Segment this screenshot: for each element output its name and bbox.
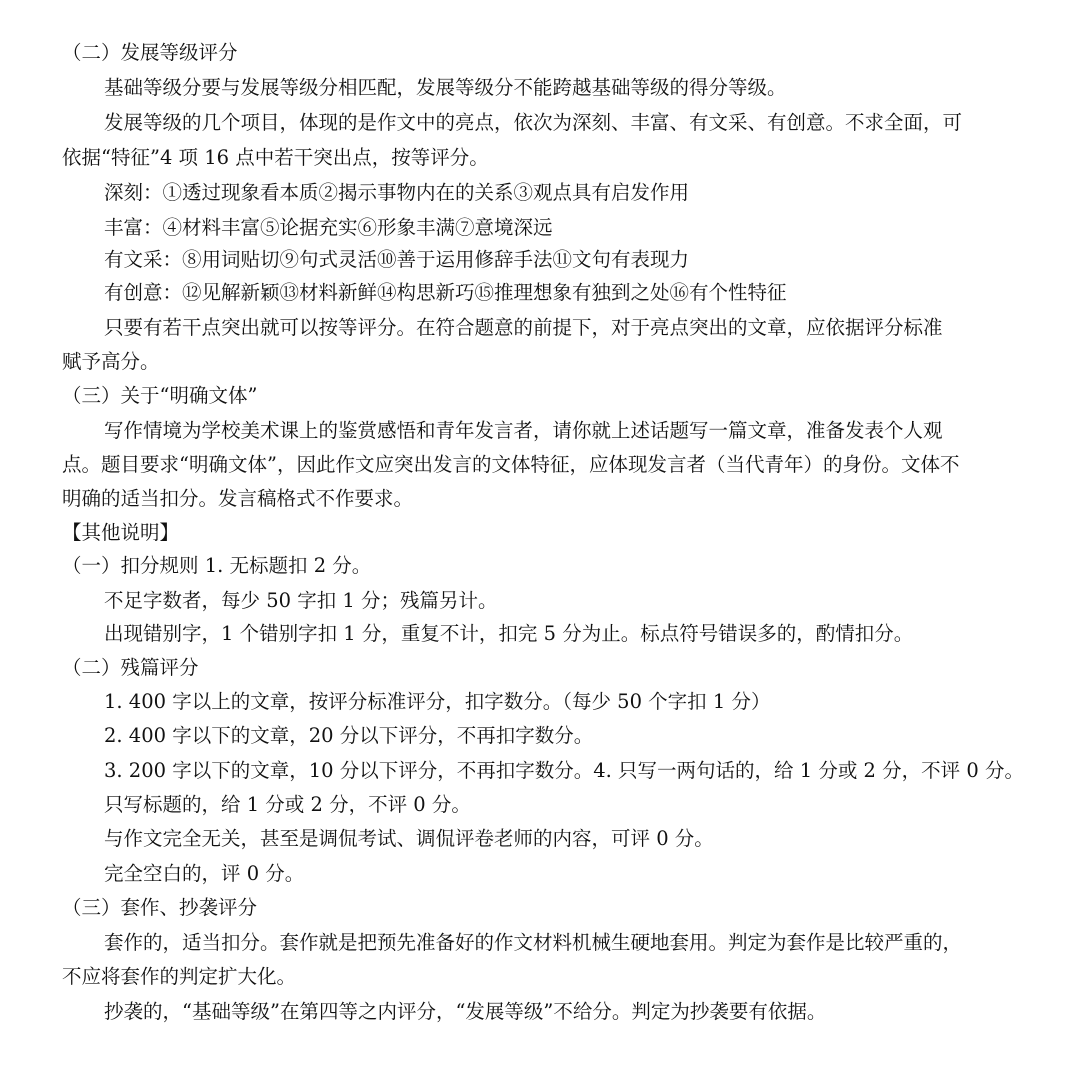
- paragraph-line: 写作情境为学校美术课上的鉴赏感悟和青年发言者，请你就上述话题写一篇文章，准备发表个人观: [104, 419, 943, 442]
- section-heading-genre: （三）关于“明确文体”: [62, 384, 258, 407]
- paragraph-line: 点。题目要求“明确文体”，因此作文应突出发言的文体特征，应体现发言者（当代青年）的身份。文体不: [62, 453, 960, 476]
- rule-line: 与作文完全无关，甚至是调侃考试、调侃评卷老师的内容，可评 0 分。: [104, 827, 714, 850]
- paragraph-line: 赋予高分。: [62, 350, 160, 373]
- paragraph-line: 抄袭的，“基础等级”在第四等之内评分，“发展等级”不给分。判定为抄袭要有依据。: [104, 1000, 827, 1023]
- rule-line: 完全空白的，评 0 分。: [104, 862, 305, 885]
- paragraph-line: 只要有若干点突出就可以按等评分。在符合题意的前提下，对于亮点突出的文章，应依据评分标准: [104, 316, 943, 339]
- section-heading-other-notes: 【其他说明】: [62, 521, 180, 544]
- section-heading-development-grade: （二）发展等级评分: [62, 41, 238, 64]
- paragraph-line: 基础等级分要与发展等级分相匹配，发展等级分不能跨越基础等级的得分等级。: [104, 76, 787, 99]
- rule-line: 1. 400 字以上的文章，按评分标准评分，扣字数分。（每少 50 个字扣 1 分）: [104, 690, 771, 713]
- rule-line: 3. 200 字以下的文章，10 分以下评分，不再扣字数分。4. 只写一两句话的，给 1 分或 2 分，不评 0 分。: [104, 759, 1024, 782]
- criteria-literary-grace: 有文采：⑧用词贴切⑨句式灵活⑩善于运用修辞手法⑪文句有表现力: [104, 248, 690, 271]
- paragraph-line: 发展等级的几个项目，体现的是作文中的亮点，依次为深刻、丰富、有文采、有创意。不求全面，可: [104, 111, 963, 134]
- paragraph-line: 不应将套作的判定扩大化。: [62, 965, 297, 988]
- criteria-creativity: 有创意：⑫见解新颖⑬材料新鲜⑭构思新巧⑮推理想象有独到之处⑯有个性特征: [104, 281, 787, 304]
- paragraph-line: 套作的，适当扣分。套作就是把预先准备好的作文材料机械生硬地套用。判定为套作是比较严重的，: [104, 931, 963, 954]
- section-heading-plagiarism: （三）套作、抄袭评分: [62, 896, 258, 919]
- section-heading-incomplete-essay: （二）残篇评分: [62, 656, 199, 679]
- paragraph-line: 依据“特征”4 项 16 点中若干突出点，按等评分。: [62, 146, 489, 169]
- rule-line: 出现错别字，1 个错别字扣 1 分，重复不计，扣完 5 分为止。标点符号错误多的，酌情扣分。: [104, 622, 914, 645]
- paragraph-line: 明确的适当扣分。发言稿格式不作要求。: [62, 487, 414, 510]
- rule-line: 2. 400 字以下的文章，20 分以下评分，不再扣字数分。: [104, 724, 594, 747]
- rule-line: 不足字数者，每少 50 字扣 1 分；残篇另计。: [104, 589, 498, 612]
- section-heading-deduction-rules: （一）扣分规则 1. 无标题扣 2 分。: [62, 554, 372, 577]
- criteria-richness: 丰富：④材料丰富⑤论据充实⑥形象丰满⑦意境深远: [104, 216, 553, 239]
- criteria-depth: 深刻：①透过现象看本质②揭示事物内在的关系③观点具有启发作用: [104, 181, 690, 204]
- rule-line: 只写标题的，给 1 分或 2 分，不评 0 分。: [104, 793, 471, 816]
